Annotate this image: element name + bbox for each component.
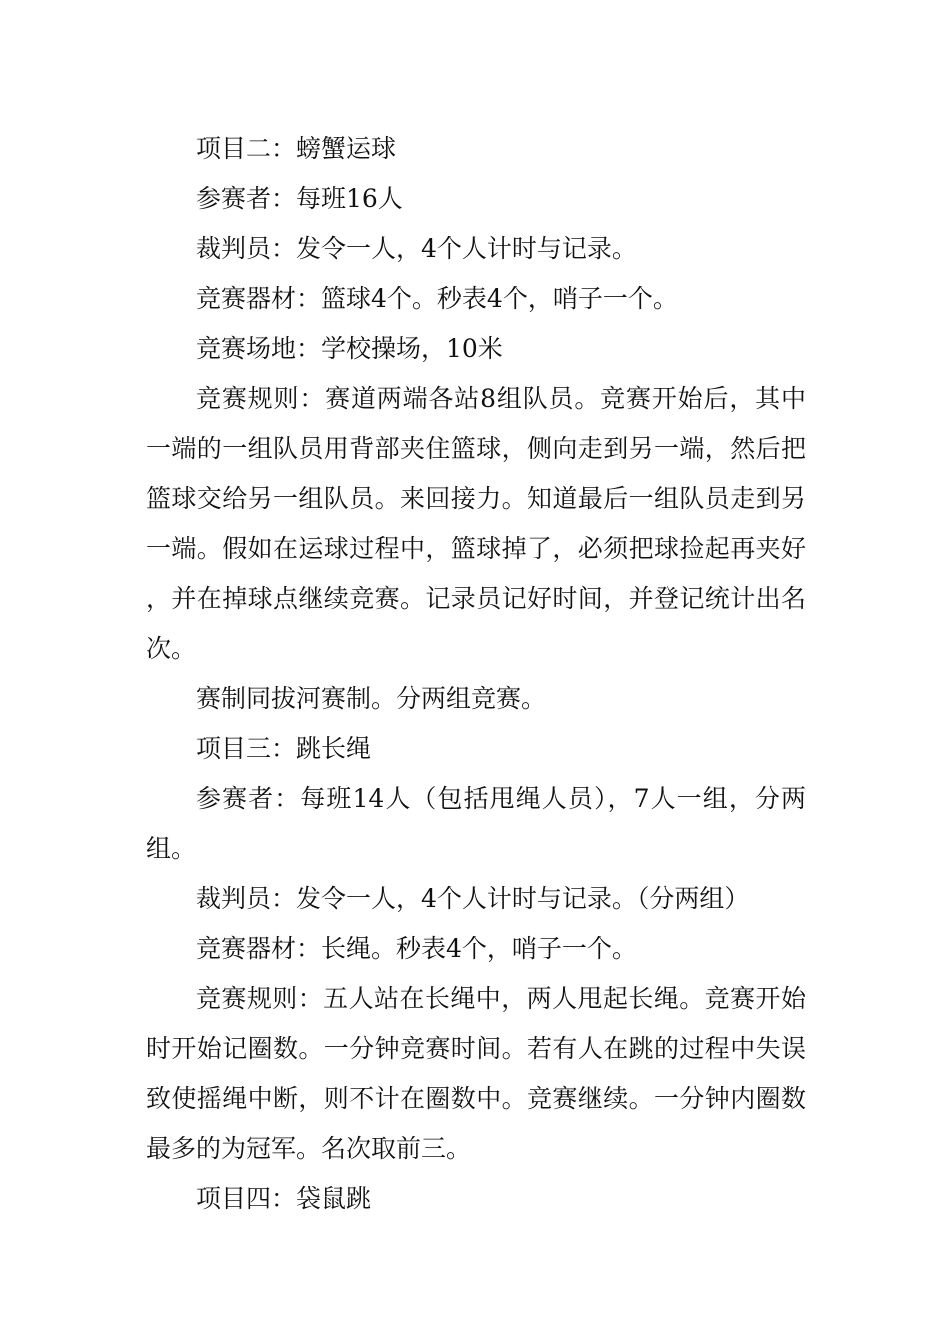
equipment-line: 竞赛器材：长绳。秒表4个，哨子一个。: [196, 934, 637, 963]
rules-paragraph: 竞赛规则：五人站在长绳中，两人甩起长绳。竞赛开始时开始记圈数。一分钟竞赛时间。若有人在跳的过程中失误致使摇绳中断，则不计在圈数中。竞赛继续。一分钟内圈数最多的为冠军。名次取前三。: [146, 984, 806, 1163]
referee-line: 裁判员：发令一人，4个人计时与记录。（分两组）: [196, 884, 750, 913]
heading-project-four: 项目四：袋鼠跳: [196, 1184, 372, 1213]
format-line: 赛制同拔河赛制。分两组竞赛。: [196, 684, 547, 713]
rules-paragraph: 竞赛规则：赛道两端各站8组队员。竞赛开始后，其中一端的一组队员用背部夹住篮球，侧向走到另一端，然后把篮球交给另一组队员。来回接力。知道最后一组队员走到另一端。假如在运球过程中，篮球掉了，必须把球捡起再夹好，并在掉球点继续竞赛。记录员记好时间，并登记统计出名次。: [146, 384, 806, 663]
venue-line: 竞赛场地：学校操场，10米: [196, 334, 503, 363]
participants-line: 参赛者：每班16人: [196, 184, 403, 213]
heading-project-two: 项目二：螃蟹运球: [196, 134, 397, 163]
equipment-line: 竞赛器材：篮球4个。秒表4个，哨子一个。: [196, 284, 678, 313]
referee-line: 裁判员：发令一人，4个人计时与记录。: [196, 234, 637, 263]
document-page: [146, 124, 806, 1224]
participants-line: 参赛者：每班14人（包括甩绳人员），7人一组，分两组。: [146, 784, 806, 863]
heading-project-three: 项目三：跳长绳: [196, 734, 372, 763]
